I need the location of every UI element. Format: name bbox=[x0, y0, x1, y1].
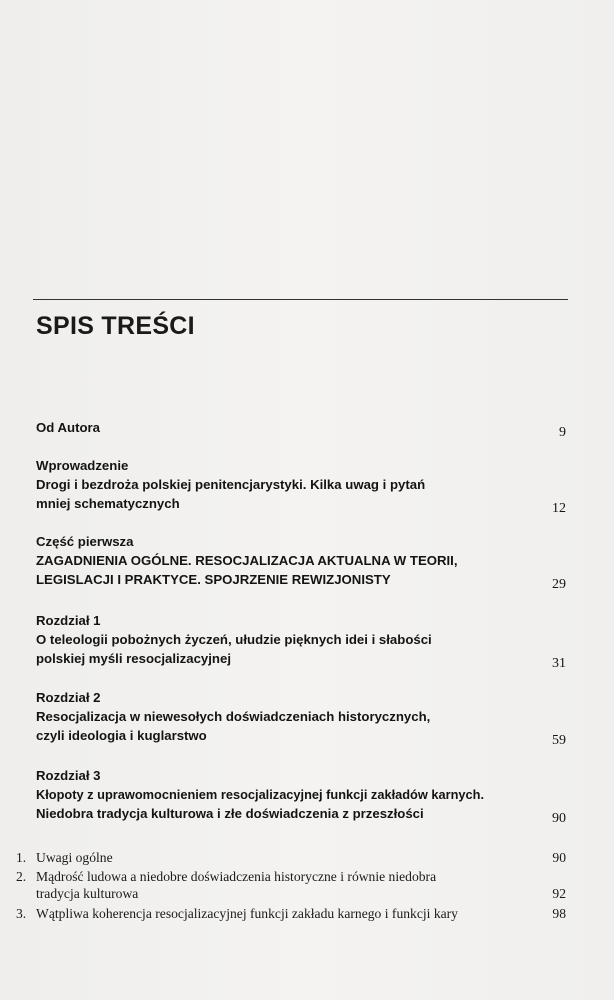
toc-page-number: 98 bbox=[552, 906, 566, 921]
toc-entry-label: Rozdział 1 bbox=[36, 613, 101, 628]
toc-page-number: 31 bbox=[552, 656, 566, 671]
toc-entry-rozdzial-3 bbox=[36, 766, 568, 826]
toc-entry-title: Od Autora bbox=[36, 420, 100, 435]
page-title: SPIS TREŚCI bbox=[36, 312, 195, 340]
toc-entry-title-line: Kłopoty z uprawomocnieniem resocjalizacyjnej funkcji zakładów karnych. bbox=[36, 787, 485, 802]
toc-entry-title-line: Resocjalizacja w niewesołych doświadczeniach historycznych, bbox=[36, 709, 431, 724]
toc-subentry-number: 2. bbox=[16, 869, 27, 884]
toc-page-number: 9 bbox=[559, 425, 566, 440]
toc-subentry-number: 1. bbox=[16, 850, 27, 865]
toc-entry-title-line: czyli ideologia i kuglarstwo bbox=[36, 728, 207, 743]
toc-entry-czesc-pierwsza bbox=[36, 532, 568, 592]
toc-entry-title-line: polskiej myśli resocjalizacyjnej bbox=[36, 651, 231, 666]
toc-page-number: 29 bbox=[552, 577, 566, 592]
toc-page-number: 90 bbox=[552, 811, 566, 826]
toc-page-number: 90 bbox=[552, 850, 566, 865]
toc-entry-label: Rozdział 2 bbox=[36, 690, 101, 705]
toc-subentry-title-line: tradycja kulturowa bbox=[36, 886, 139, 901]
toc-page-number: 59 bbox=[552, 733, 566, 748]
top-rule bbox=[33, 299, 568, 300]
toc-page-number: 92 bbox=[552, 886, 566, 901]
toc-entry-wprowadzenie bbox=[36, 456, 568, 516]
toc-entry-label: Część pierwsza bbox=[36, 534, 134, 549]
toc-subentry-number: 3. bbox=[16, 906, 27, 921]
toc-subentry-2 bbox=[16, 868, 568, 902]
toc-entry-title-line: ZAGADNIENIA OGÓLNE. RESOCJALIZACJA AKTUALNA W TEORII, bbox=[36, 553, 458, 568]
toc-page-number: 12 bbox=[552, 501, 566, 516]
toc-entry-rozdzial-2 bbox=[36, 688, 568, 748]
toc-entry-title-line: Drogi i bezdroża polskiej penitencjarystyki. Kilka uwag i pytań bbox=[36, 477, 426, 492]
toc-entry-title-line: O teleologii pobożnych życzeń, ułudzie pięknych idei i słabości bbox=[36, 632, 432, 647]
toc-entry-od-autora bbox=[36, 418, 568, 440]
toc-subentry-title: Wątpliwa koherencja resocjalizacyjnej funkcji zakładu karnego i funkcji kary bbox=[36, 906, 458, 921]
toc-entry-rozdzial-1 bbox=[36, 611, 568, 671]
toc-entry-label: Wprowadzenie bbox=[36, 458, 129, 473]
toc-entry-title-line: mniej schematycznych bbox=[36, 496, 180, 511]
toc-subentry-1 bbox=[16, 849, 568, 866]
toc-subentry-title: Uwagi ogólne bbox=[36, 850, 113, 865]
toc-entry-label: Rozdział 3 bbox=[36, 768, 101, 783]
toc-subentry-title-line: Mądrość ludowa a niedobre doświadczenia historyczne i równie niedobra bbox=[36, 869, 437, 884]
toc-entry-title-line: LEGISLACJI I PRAKTYCE. SPOJRZENIE REWIZJONISTY bbox=[36, 572, 391, 587]
toc-subentry-3 bbox=[16, 905, 568, 922]
toc-entry-title-line: Niedobra tradycja kulturowa i złe doświadczenia z przeszłości bbox=[36, 806, 424, 821]
